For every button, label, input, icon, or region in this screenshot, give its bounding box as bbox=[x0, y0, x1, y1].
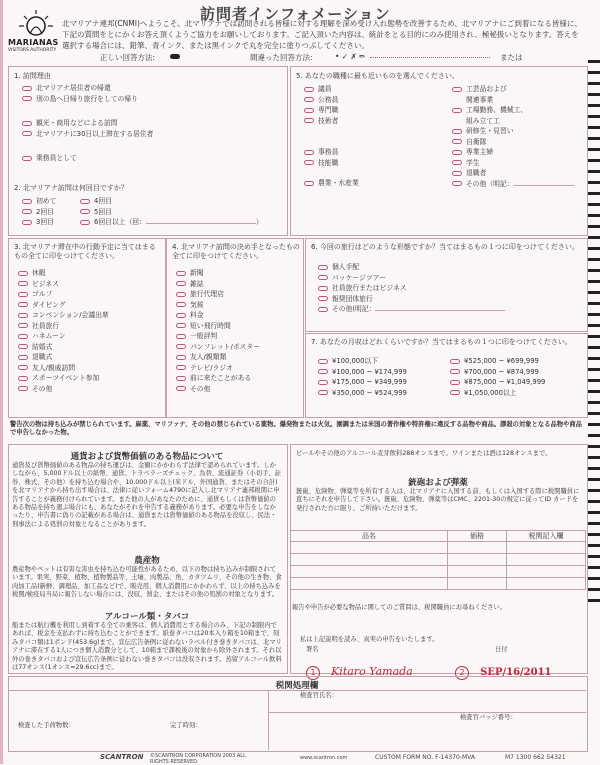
filled-oval-icon bbox=[170, 54, 180, 59]
q4-option[interactable]: 気候 bbox=[176, 300, 260, 311]
currency-text: 通貨及び貨幣価値のある物品の持ち運びは、金額にかかわらず法律で認められています。しかしながら、5,000ドル以上の紙幣、通貨、トラベラーズチェック、為替、流通証券（小切手、証券、株式、その他）を持ち込む場合や、10,000ドル以上(米ドル、外国通貨、またはその合計)を北マリアナから持ち出す場合は、法律に従いフォーム4790に記入し北マリアナ連邦税関に申告することが義務付けられています。また他の人があなたのために、通貨もしくは貨幣価値のある物品を持ち運ぶ場合にも、あなたがそれを申告する義務があります。必要な申告をしなかったり、申告書に偽りの記載がある場合は、通貨または貨幣価値のある物品を没収し、民法・刑事法による処罰の対象となることがあります。 bbox=[12, 462, 282, 528]
q3-option[interactable]: 社員旅行 bbox=[18, 321, 109, 332]
q4-option[interactable]: 短い飛行時間 bbox=[176, 321, 260, 332]
q3-option[interactable]: スポーツイベント参加 bbox=[18, 373, 109, 384]
q6-label: 6. 今回の旅行はどのような形態ですか？当てはまるもの１つに印をつけてください。 bbox=[311, 243, 579, 251]
q2-option[interactable]: 3回目 bbox=[22, 217, 56, 228]
answer-oval-icon[interactable] bbox=[176, 334, 186, 339]
q3-option[interactable]: 休暇 bbox=[18, 268, 109, 279]
q5-option-cont: 組み立て工 bbox=[466, 116, 500, 125]
measure-strip bbox=[370, 57, 490, 59]
customs-grid-line bbox=[268, 690, 269, 750]
q4-option[interactable]: その他 bbox=[176, 384, 260, 395]
answer-oval-icon[interactable] bbox=[318, 359, 328, 364]
q5-option[interactable]: 技術者 bbox=[304, 116, 359, 127]
item-name-header: 品名 bbox=[291, 531, 448, 542]
table-row[interactable] bbox=[291, 542, 586, 554]
q4-label: 4. 北マリアナ訪問の決め手となったもの全てに印をつけてください。 bbox=[172, 243, 300, 260]
q7-option[interactable]: ¥700,000 ~ ¥874,999 bbox=[450, 367, 545, 378]
alcohol-right-text: ビールやその他のアルコール麦芽飲料288オンスまで。ワインまたは酒は128オンスまで。 bbox=[296, 450, 552, 457]
q7-options-right bbox=[450, 356, 545, 398]
copyright-text: ©SCANTRON CORPORATION 2003 ALL RIGHTS RESERVED. bbox=[150, 753, 246, 765]
q1-options bbox=[22, 83, 153, 164]
answer-oval-icon[interactable] bbox=[22, 86, 32, 91]
table-row[interactable] bbox=[291, 566, 586, 578]
q5-option[interactable]: 議員 bbox=[304, 84, 359, 95]
q6-options bbox=[318, 262, 505, 315]
q5-option[interactable]: 専業主婦 bbox=[452, 147, 574, 158]
answer-oval-icon[interactable] bbox=[18, 313, 28, 318]
q6-option[interactable]: パッケージツアー bbox=[318, 273, 505, 284]
q4-option[interactable]: 新聞 bbox=[176, 268, 260, 279]
answer-oval-icon[interactable] bbox=[18, 281, 28, 286]
q3-option[interactable]: ハネムーン bbox=[18, 331, 109, 342]
declaration-statement: 私は上記説明を読み、真実の申告をいたします。 bbox=[300, 636, 439, 643]
currency-heading: 通貨および貨幣価値のある物品について bbox=[70, 452, 224, 462]
q3-option[interactable]: その他 bbox=[18, 384, 109, 395]
q5-option[interactable]: 事務員 bbox=[304, 147, 359, 158]
answer-oval-icon[interactable] bbox=[452, 129, 462, 134]
table-row[interactable] bbox=[291, 554, 586, 566]
answer-oval-icon[interactable] bbox=[318, 286, 328, 291]
correct-method-label: 正しい回答方法: bbox=[100, 53, 156, 62]
answer-oval-icon[interactable] bbox=[304, 108, 314, 113]
answer-oval-icon[interactable] bbox=[318, 380, 328, 385]
answer-oval-icon[interactable] bbox=[176, 281, 186, 286]
answer-oval-icon[interactable] bbox=[18, 271, 28, 276]
q7-option[interactable]: ¥100,000以下 bbox=[318, 356, 407, 367]
answer-oval-icon[interactable] bbox=[318, 265, 328, 270]
answer-method-row bbox=[70, 52, 580, 64]
q7-option[interactable]: ¥350,000 ~ ¥524,999 bbox=[318, 388, 407, 399]
q3-label: 3. 北マリアナ滞在中の行動予定に当てはまるもの全てに印をつけてください。 bbox=[14, 243, 156, 260]
scantron-logo: SCANTRON bbox=[100, 753, 144, 761]
answer-oval-icon[interactable] bbox=[452, 160, 462, 165]
q6-option[interactable]: 報奨団体旅行 bbox=[318, 294, 505, 305]
q7-option[interactable]: ¥1,050,000以上 bbox=[450, 388, 545, 399]
marianas-logo bbox=[8, 8, 62, 58]
answer-oval-icon[interactable] bbox=[22, 121, 32, 126]
answer-oval-icon[interactable] bbox=[22, 220, 32, 225]
q5-option[interactable]: 公務員 bbox=[304, 95, 359, 106]
answer-oval-icon[interactable] bbox=[318, 307, 328, 312]
sun-palm-icon bbox=[16, 8, 56, 38]
q5-option[interactable]: その他（明記： bbox=[452, 179, 574, 190]
customs-title: 税関処理欄 bbox=[275, 681, 319, 691]
answer-oval-icon[interactable] bbox=[304, 118, 314, 123]
answer-oval-icon[interactable] bbox=[452, 150, 462, 155]
q1-label: 1. 訪問理由 bbox=[14, 72, 51, 80]
customs-divider bbox=[8, 690, 586, 691]
answer-oval-icon[interactable] bbox=[176, 376, 186, 381]
q5-option-cont: 関連事業 bbox=[466, 95, 494, 104]
q3-option[interactable]: コンベンション/会議出席 bbox=[18, 310, 109, 321]
signature-value: Kitaro Yamada bbox=[331, 665, 413, 678]
answer-oval-icon[interactable] bbox=[22, 199, 32, 204]
q2-options-col1 bbox=[22, 196, 56, 228]
answer-oval-icon[interactable] bbox=[452, 181, 462, 186]
q4-option[interactable]: テレビ/ラジオ bbox=[176, 363, 260, 374]
answer-oval-icon[interactable] bbox=[176, 323, 186, 328]
q2-label: 2. 北マリアナ訪問は何回目ですか？ bbox=[14, 184, 128, 192]
footer bbox=[0, 752, 600, 764]
answer-oval-icon[interactable] bbox=[18, 323, 28, 328]
q7-option[interactable]: ¥525,000 ~ ¥699,999 bbox=[450, 356, 545, 367]
date-label: 日付 bbox=[495, 646, 508, 653]
q4-option[interactable]: 料金 bbox=[176, 310, 260, 321]
q5-option[interactable]: 農業・水産業 bbox=[304, 178, 359, 189]
answer-oval-icon[interactable] bbox=[18, 292, 28, 297]
q5-option[interactable]: 自衛隊 bbox=[452, 137, 574, 148]
q4-option[interactable]: 前に来たことがある bbox=[176, 373, 260, 384]
left-edge-stripe bbox=[0, 0, 3, 764]
q6-option[interactable]: 社員旅行またはビジネス bbox=[318, 283, 505, 294]
alcohol-text: 船または航行機を利用し到着する全ての乗客は、個人消費用とする場合のみ、下記の制限内であれば、税金を支払わずに持ち込むことができます。紙巻タバコは20本入り箱を10箱まで、刻みタバコ類は1ポンド(453.6g)まで。宣伝広告条例に従わないラベル付き巻きタバコは、北マリアナに滞在する1人につき個人消費分として、10箱まで課税後の対象から除外されます。それ以外の巻きタバコおよび宣伝広告条例に従わない巻きタバコは没収されます。蒸留アルコール飲料は77オンス(1オンス=29.6cc)まで。 bbox=[12, 622, 282, 672]
q5-option[interactable]: 退職者 bbox=[452, 168, 574, 179]
price-header: 価格 bbox=[448, 531, 507, 542]
customs-entry-header: 税関記入欄 bbox=[507, 531, 586, 542]
q7-option[interactable]: ¥875,000 ~ ¥1,049,999 bbox=[450, 377, 545, 388]
completion-time-label: 完了時刻： bbox=[170, 722, 202, 729]
page-title: 訪問者インフォメーション bbox=[200, 5, 391, 23]
answer-oval-icon[interactable] bbox=[176, 386, 186, 391]
q6-option[interactable]: その他(明記： bbox=[318, 304, 505, 315]
answer-oval-icon[interactable] bbox=[450, 390, 460, 395]
customs-grid-line-h bbox=[268, 712, 586, 713]
q1-option[interactable]: 北マリアナに30日以上滞在する居住者 bbox=[22, 129, 153, 140]
declared-items-table bbox=[290, 530, 586, 590]
answer-oval-icon[interactable] bbox=[318, 275, 328, 280]
q7-options-left bbox=[318, 356, 407, 398]
answer-oval-icon[interactable] bbox=[18, 365, 28, 370]
baggage-count-label: 検査した手荷物数： bbox=[18, 722, 75, 729]
answer-oval-icon[interactable] bbox=[80, 220, 90, 225]
timing-marks bbox=[588, 60, 600, 750]
q4-option[interactable]: 旅行代理店 bbox=[176, 289, 260, 300]
q4-option[interactable]: パンフレット/ポスター bbox=[176, 342, 260, 353]
answer-oval-icon[interactable] bbox=[318, 390, 328, 395]
answer-oval-icon[interactable] bbox=[18, 334, 28, 339]
date-value: SEP/16/2011 bbox=[480, 667, 552, 678]
q3-option[interactable]: ダイビング bbox=[18, 300, 109, 311]
answer-oval-icon[interactable] bbox=[450, 380, 460, 385]
q5-options-right bbox=[452, 84, 574, 189]
q3-option[interactable]: 友人/親戚訪問 bbox=[18, 363, 109, 374]
answer-oval-icon[interactable] bbox=[318, 369, 328, 374]
intro-text: 北マリアナ連邦(CNMI)へようこそ。北マリアナでは訪問される皆様に対する理解を深め受け入れ態勢を改善するため、北マリアナにご到着になる皆様に、下記の質問をとにかくお答え頂くようご協力をお願いしております。ご記入頂いた内容は、統計をとる目的にのみ使用され、極秘扱いとなります。答えを選択する場合には、鉛筆、青インク、または黒インクで丸を完全に塗りつぶしてください。 bbox=[62, 19, 582, 50]
circle-number-2: 2 bbox=[455, 666, 469, 680]
answer-oval-icon[interactable] bbox=[304, 87, 314, 92]
answer-oval-icon[interactable] bbox=[318, 296, 328, 301]
q3-option[interactable]: ビジネス bbox=[18, 279, 109, 290]
q1-option[interactable]: 乗務員として bbox=[22, 153, 153, 164]
q2-option[interactable]: 初めて bbox=[22, 196, 56, 207]
answer-oval-icon[interactable] bbox=[80, 209, 90, 214]
answer-oval-icon[interactable] bbox=[176, 313, 186, 318]
form-codes: M7 1300 662 54321 bbox=[505, 754, 566, 761]
guns-heading: 銃砲および弾薬 bbox=[408, 478, 468, 488]
answer-oval-icon[interactable] bbox=[176, 344, 186, 349]
q5-option[interactable]: 工場勤務、機械工、 bbox=[452, 105, 574, 116]
signature-label: 署名 bbox=[306, 646, 319, 653]
q7-option[interactable]: ¥175,000 ~ ¥349,999 bbox=[318, 377, 407, 388]
answer-oval-icon[interactable] bbox=[18, 355, 28, 360]
alcohol-heading: アルコール類・タバコ bbox=[104, 612, 190, 622]
q2-option[interactable]: 6回目以上（回： ） bbox=[80, 217, 263, 228]
q2-option[interactable]: 2回目 bbox=[22, 207, 56, 218]
q5-option[interactable]: 専門職 bbox=[304, 105, 359, 116]
q2-options-col2 bbox=[80, 196, 263, 228]
q1-option[interactable]: 北マリアナ居住者の帰還 bbox=[22, 83, 153, 94]
answer-oval-icon[interactable] bbox=[452, 171, 462, 176]
circle-number-1: 1 bbox=[306, 666, 320, 680]
answer-oval-icon[interactable] bbox=[304, 181, 314, 186]
inspector-name-label: 検査官氏名： bbox=[300, 692, 338, 699]
answer-oval-icon[interactable] bbox=[450, 369, 460, 374]
table-row[interactable] bbox=[291, 578, 586, 590]
q2-option[interactable]: 4回目 bbox=[80, 196, 263, 207]
guns-text: 銃砲、危険物、弾薬等を所有する人は、北マリアナに入国する前、もしくは入国する際に税関職員に直ちにそれを申告して下さい。銃砲、危険物、弾薬等はCMC、2201-30の規定に従ってID カードを発行された方に限り、ご所持いただけます。 bbox=[296, 488, 580, 512]
q4-option[interactable]: 一般評判 bbox=[176, 331, 260, 342]
q6-option[interactable]: 個人手配 bbox=[318, 262, 505, 273]
q4-option[interactable]: 友人/親類類 bbox=[176, 352, 260, 363]
form-number: CUSTOM FORM NO. F-14370-MVA bbox=[375, 754, 475, 761]
q5-option[interactable]: 研修生・見習い bbox=[452, 126, 574, 137]
answer-oval-icon[interactable] bbox=[176, 302, 186, 307]
q3-option[interactable]: 結婚式 bbox=[18, 342, 109, 353]
answer-oval-icon[interactable] bbox=[18, 386, 28, 391]
answer-oval-icon[interactable] bbox=[176, 271, 186, 276]
logo-subtext: VISITORS AUTHORITY bbox=[8, 48, 57, 53]
answer-oval-icon[interactable] bbox=[176, 365, 186, 370]
answer-oval-icon[interactable] bbox=[450, 359, 460, 364]
answer-oval-icon[interactable] bbox=[22, 96, 32, 101]
answer-oval-icon[interactable] bbox=[22, 131, 32, 136]
answer-oval-icon[interactable] bbox=[18, 376, 28, 381]
agri-text: 農産物やペットは有害な害虫を持ち込む可能性があるため、以下の物は持ち込みが制限されています。果実、野菜、植物、植物製品等、土壌、肉製品、角、カタツムリ、その他の生き物、食肉加工品(新鮮、調理品、加工品など)で、販売用、個人消費用にかかわらず、以上の持ち込みを税関/検疫局当局に報告しない場合には、没収、罰金、またはその他の処罰の対象となります。 bbox=[12, 566, 282, 599]
answer-oval-icon[interactable] bbox=[18, 344, 28, 349]
q1-option[interactable]: 別の島へ日帰り旅行をしての帰り bbox=[22, 94, 153, 105]
answer-oval-icon[interactable] bbox=[22, 156, 32, 161]
q3-option[interactable]: ゴルフ bbox=[18, 289, 109, 300]
answer-oval-icon[interactable] bbox=[304, 97, 314, 102]
q3-option[interactable]: 退職式 bbox=[18, 352, 109, 363]
answer-oval-icon[interactable] bbox=[176, 355, 186, 360]
q5-options-left bbox=[304, 84, 359, 189]
q5-option[interactable]: 学生 bbox=[452, 158, 574, 169]
wrong-method-label: 間違った回答方法: bbox=[250, 53, 313, 62]
footer-url: www.scantron.com bbox=[300, 755, 348, 761]
q7-label: 7. あなたの月収はどれくらいですか？当てはまるもの１つに印をつけてください。 bbox=[311, 338, 572, 346]
answer-oval-icon[interactable] bbox=[18, 302, 28, 307]
answer-oval-icon[interactable] bbox=[452, 87, 462, 92]
answer-oval-icon[interactable] bbox=[80, 199, 90, 204]
q3-options bbox=[18, 268, 109, 394]
or-label: または bbox=[500, 53, 523, 62]
answer-oval-icon[interactable] bbox=[176, 292, 186, 297]
q5-option[interactable]: 技能職 bbox=[304, 158, 359, 169]
q7-option[interactable]: ¥100,000 ~ ¥174,999 bbox=[318, 367, 407, 378]
q4-option[interactable]: 雑誌 bbox=[176, 279, 260, 290]
answer-oval-icon[interactable] bbox=[304, 150, 314, 155]
questions-note: 報告や申告が必要な物品に関してのご質問は、税関職員にお尋ねください。 bbox=[292, 604, 507, 611]
q4-options bbox=[176, 268, 260, 394]
answer-oval-icon[interactable] bbox=[304, 160, 314, 165]
warning-text: 警告次の物は持ち込みが禁じられています。麻薬、マリファナ、その他の禁じられている薬物。爆発物または火気。園調または米国の著作権や特許権に違反する品物や商品。謬殺の対象となる品物や商品で申告しなかった物。 bbox=[10, 421, 582, 437]
agri-heading: 農産物 bbox=[134, 556, 160, 566]
answer-oval-icon[interactable] bbox=[452, 139, 462, 144]
answer-oval-icon[interactable] bbox=[22, 209, 32, 214]
wrong-marks: • ✓ ✗ ✏ bbox=[335, 52, 366, 61]
q5-label: 5. あなたの職種に最も近いものを選んでください。 bbox=[296, 72, 459, 80]
inspector-badge-label: 検査官バッジ番号： bbox=[460, 714, 517, 721]
q2-option[interactable]: 5回目 bbox=[80, 207, 263, 218]
answer-oval-icon[interactable] bbox=[452, 108, 462, 113]
q5-option[interactable]: 工芸品および bbox=[452, 84, 574, 95]
logo-text: MARIANAS bbox=[8, 38, 59, 47]
q1-option[interactable]: 観光・商用などによる訪問 bbox=[22, 118, 153, 129]
